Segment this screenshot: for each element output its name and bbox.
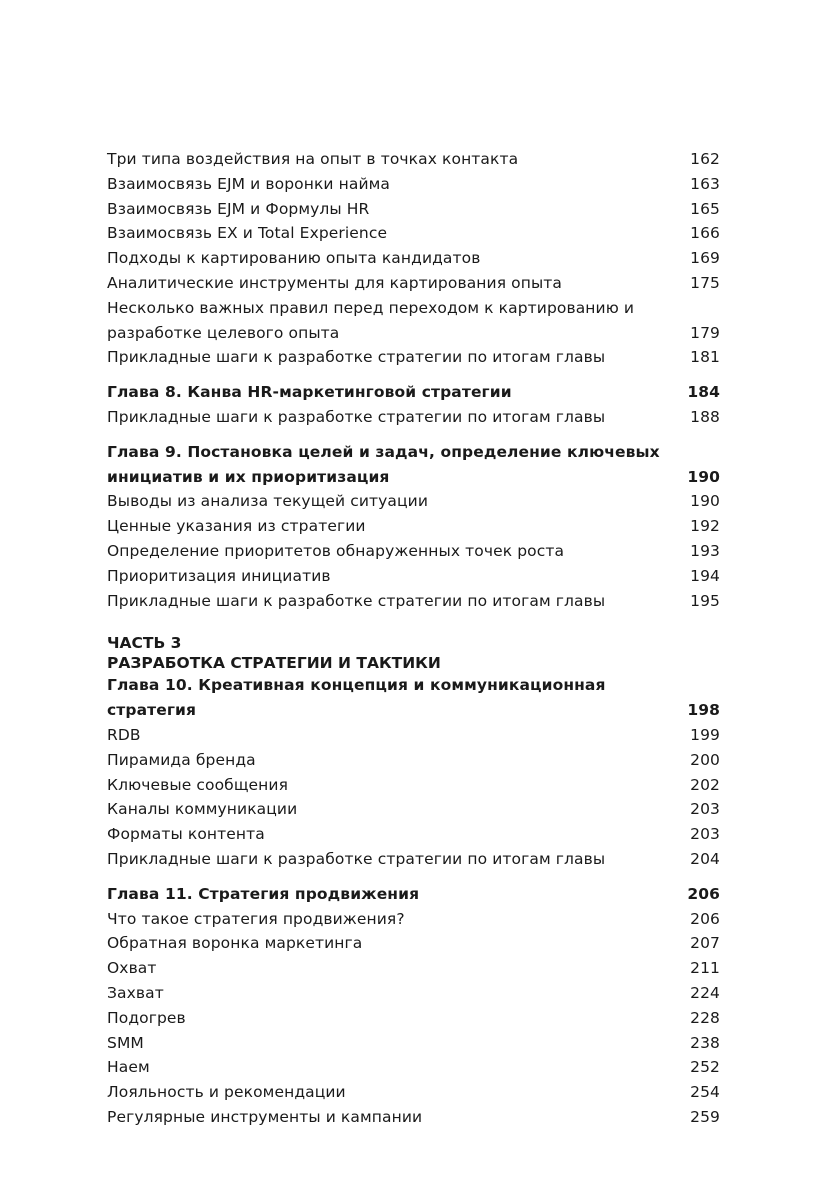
toc-entry-title: Аналитические инструменты для картирования опыта xyxy=(107,273,563,292)
toc-entry-title: Что такое стратегия продвижения? xyxy=(107,909,405,928)
toc-entry-page: 165 xyxy=(690,199,720,218)
toc-entry-title: Прикладные шаги к разработке стратегии по итогам главы xyxy=(107,849,606,868)
part-title: РАЗРАБОТКА СТРАТЕГИИ И ТАКТИКИ xyxy=(107,654,441,673)
toc-entry-title: Наем xyxy=(107,1058,150,1077)
toc-entry-page: 192 xyxy=(690,517,720,536)
toc-entry-page: 203 xyxy=(690,825,720,844)
chapter-heading xyxy=(107,882,720,907)
chapter-page: 206 xyxy=(687,884,720,903)
toc-entry xyxy=(107,405,720,430)
toc-entry-page: 228 xyxy=(690,1008,720,1027)
toc-entry-title: Взаимосвязь EJM и воронки найма xyxy=(107,174,391,193)
toc-entry xyxy=(107,773,720,798)
toc-entry xyxy=(107,1006,720,1031)
toc-entry-title: Ценные указания из стратегии xyxy=(107,517,366,536)
toc-entry xyxy=(107,931,720,956)
toc-entry-title: Прикладные шаги к разработке стратегии по итогам главы xyxy=(107,407,606,426)
toc-entry xyxy=(107,296,720,346)
toc-entry xyxy=(107,539,720,564)
toc-entry-page: 195 xyxy=(690,591,720,610)
toc-entry-title: Форматы контента xyxy=(107,825,265,844)
toc-entry-title: Выводы из анализа текущей ситуации xyxy=(107,492,429,511)
toc-entry xyxy=(107,748,720,773)
toc-entry xyxy=(107,1031,720,1056)
toc-entry-page: 166 xyxy=(690,224,720,243)
chapter-page: 190 xyxy=(687,467,720,486)
chapter-title: Глава 9. Постановка целей и задач, определение ключевых инициатив и их приоритизация xyxy=(107,442,660,486)
toc-entry-page: 203 xyxy=(690,800,720,819)
toc-entry-title: SMM xyxy=(107,1033,144,1052)
toc-entry-title: Взаимосвязь EX и Total Experience xyxy=(107,224,388,243)
toc-entry-title: Регулярные инструменты и кампании xyxy=(107,1107,423,1126)
toc-entry-page: 204 xyxy=(690,849,720,868)
toc-entry-page: 194 xyxy=(690,566,720,585)
toc-entry xyxy=(107,847,720,872)
toc-entry-title: Приоритизация инициатив xyxy=(107,566,331,585)
toc-entry-title: Обратная воронка маркетинга xyxy=(107,934,363,953)
toc-entry xyxy=(107,981,720,1006)
toc-entry-title: Прикладные шаги к разработке стратегии по итогам главы xyxy=(107,348,606,367)
toc-entry xyxy=(107,1105,720,1130)
chapter-title: Глава 8. Канва HR-маркетинговой стратегии xyxy=(107,383,512,402)
chapter-heading xyxy=(107,380,720,405)
toc-entry-title: Захват xyxy=(107,983,164,1002)
chapter-page: 184 xyxy=(687,383,720,402)
part-label: ЧАСТЬ 3 xyxy=(107,634,182,653)
toc-entry-title: RDB xyxy=(107,725,141,744)
toc-entry-page: 206 xyxy=(690,909,720,928)
chapter-title: Глава 10. Креативная концепция и коммуникационная стратегия xyxy=(107,676,606,720)
toc-entry xyxy=(107,1080,720,1105)
toc-entry xyxy=(107,822,720,847)
toc-entry-page: 200 xyxy=(690,750,720,769)
toc-entry xyxy=(107,589,720,614)
toc-entry xyxy=(107,564,720,589)
toc-entry xyxy=(107,1055,720,1080)
toc-entry-title: Прикладные шаги к разработке стратегии по итогам главы xyxy=(107,591,606,610)
toc-entry-title: Три типа воздействия на опыт в точках контакта xyxy=(107,150,519,168)
toc-entry-page: 193 xyxy=(690,541,720,560)
toc-entry-page: 254 xyxy=(690,1083,720,1102)
toc-entry-title: Подходы к картированию опыта кандидатов xyxy=(107,249,481,268)
toc-entry-page: 224 xyxy=(690,983,720,1002)
toc-entry-title: Каналы коммуникации xyxy=(107,800,298,819)
toc-entry xyxy=(107,514,720,539)
chapter-heading xyxy=(107,673,720,723)
chapter-heading xyxy=(107,440,720,490)
toc-entry-page: 188 xyxy=(690,407,720,426)
toc-entry xyxy=(107,172,720,197)
toc-entry-page: 252 xyxy=(690,1058,720,1077)
toc-entry xyxy=(107,221,720,246)
toc-entry xyxy=(107,246,720,271)
toc-entry-page: 179 xyxy=(690,323,720,342)
toc-entry-title: Ключевые сообщения xyxy=(107,775,289,794)
toc-entry xyxy=(107,345,720,370)
chapter-page: 198 xyxy=(687,701,720,720)
toc-entry xyxy=(107,271,720,296)
toc-entry-page: 162 xyxy=(690,150,720,168)
toc-entry-title: Взаимосвязь EJM и Формулы HR xyxy=(107,199,370,218)
toc-entry xyxy=(107,147,720,172)
toc-entry-page: 169 xyxy=(690,249,720,268)
toc-entry-page: 175 xyxy=(690,273,720,292)
toc-entry xyxy=(107,907,720,932)
chapter-title: Глава 11. Стратегия продвижения xyxy=(107,884,420,903)
toc-entry-page: 190 xyxy=(690,492,720,511)
toc-entry-page: 163 xyxy=(690,174,720,193)
toc-entry-title: Охват xyxy=(107,959,157,978)
toc-entry-title: Несколько важных правил перед переходом к картированию и разработке целевого опыта xyxy=(107,298,635,342)
toc-entry-page: 259 xyxy=(690,1107,720,1126)
toc-entry-page: 202 xyxy=(690,775,720,794)
toc-entry-title: Определение приоритетов обнаруженных точек роста xyxy=(107,541,565,560)
toc-entry-title: Лояльность и рекомендации xyxy=(107,1083,346,1102)
toc-entry xyxy=(107,956,720,981)
toc-entry xyxy=(107,197,720,222)
toc-entry xyxy=(107,489,720,514)
toc-entry-page: 238 xyxy=(690,1033,720,1052)
toc-entry xyxy=(107,723,720,748)
toc-entry-title: Пирамида бренда xyxy=(107,750,256,769)
toc-entry-page: 199 xyxy=(690,725,720,744)
table-of-contents xyxy=(107,147,720,1130)
toc-entry-page: 207 xyxy=(690,934,720,953)
toc-entry xyxy=(107,797,720,822)
toc-entry-page: 211 xyxy=(690,959,720,978)
toc-entry-title: Подогрев xyxy=(107,1008,186,1027)
toc-entry-page: 181 xyxy=(690,348,720,367)
